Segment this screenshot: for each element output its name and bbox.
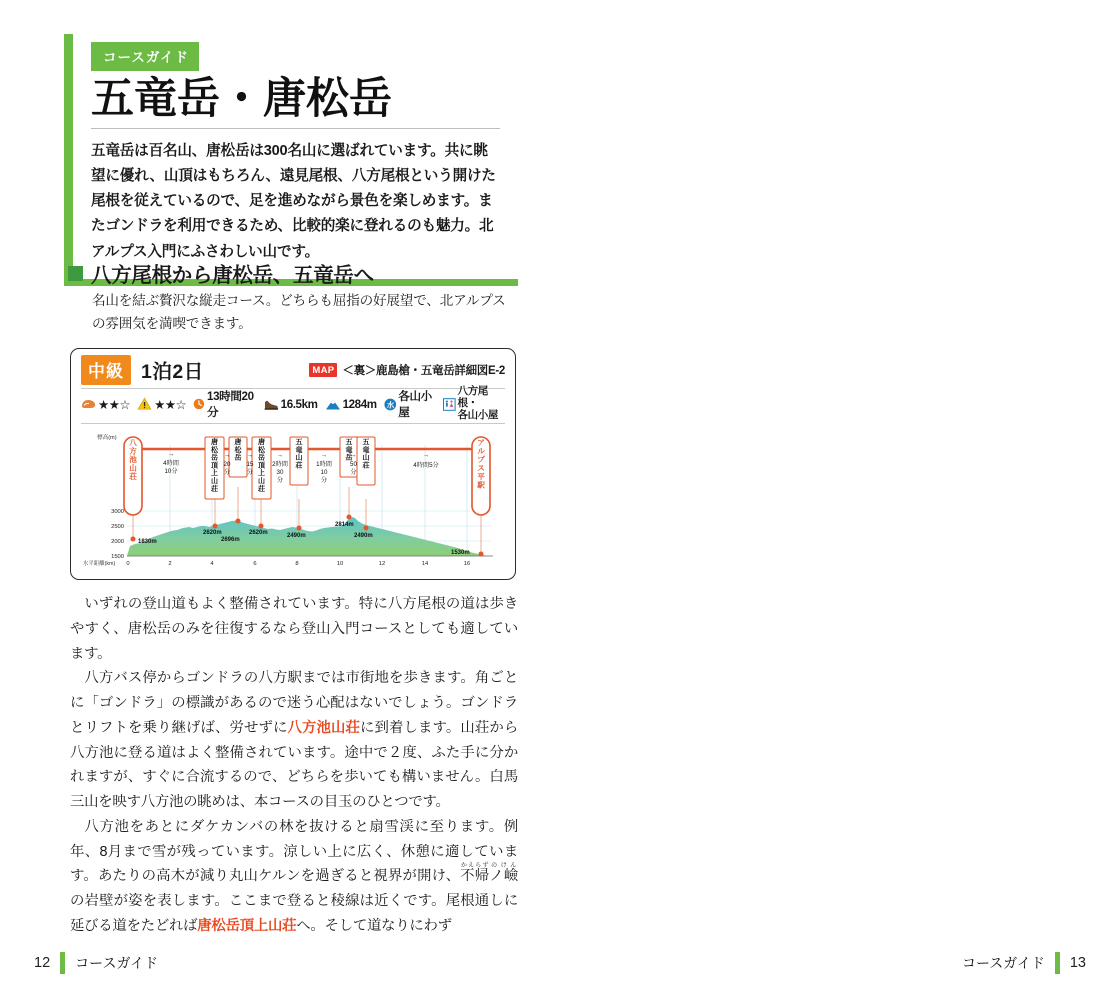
muscle-icon (81, 397, 96, 411)
svg-text:1830m: 1830m (138, 539, 157, 545)
svg-text:水: 水 (386, 399, 394, 409)
ruby-noken: ノ嶮のけん (489, 863, 518, 885)
svg-text:15: 15 (246, 461, 254, 468)
duration-label: 1泊2日 (141, 361, 204, 383)
clock-icon (193, 397, 205, 411)
map-reference-text: ＜裏＞鹿島槍・五竜岳詳細図E-2 (342, 365, 505, 377)
svg-text:→: → (422, 452, 430, 459)
stat-toilet-line2: 各山小屋 (457, 408, 498, 421)
svg-text:2時間: 2時間 (272, 461, 288, 468)
stat-toilet (443, 386, 500, 421)
water-icon (384, 397, 397, 412)
svg-text:分: 分 (320, 477, 328, 484)
para1-text: いずれの登山道もよく整備されています。特に八方尾根の道は歩きやすく、唐松岳のみを往復するなら登山入門コースとしても適しています。 (70, 596, 518, 662)
svg-text:唐松岳頂上山荘: 唐松岳頂上山荘 (258, 439, 265, 493)
chart-xtick-labels (126, 561, 470, 567)
svg-text:16: 16 (463, 561, 471, 567)
svg-text:→: → (350, 452, 357, 459)
svg-text:分: 分 (350, 469, 357, 476)
section-heading (68, 258, 374, 288)
svg-text:2000: 2000 (111, 539, 124, 545)
svg-text:→: → (167, 451, 175, 458)
svg-text:五竜岳: 五竜岳 (345, 439, 353, 462)
svg-text:10: 10 (320, 469, 328, 476)
svg-text:14: 14 (421, 561, 429, 567)
ruby-noken-reading: のけん (489, 863, 518, 870)
right-page-number: 13 (1069, 955, 1086, 971)
svg-text:→: → (320, 452, 328, 459)
course-box-divider-bottom (81, 423, 505, 424)
chart-ytick-labels (111, 509, 124, 560)
stat-fitness-value: ★★☆ (98, 397, 131, 412)
stat-water (384, 388, 436, 420)
lead-paragraph: 五竜岳は百名山、唐松岳は300名山に選ばれています。共に眺望に優れ、山頂はもちろん、遠見尾根、八方尾根という開けた尾根を従えているので、足を進めながら景色を楽しめます。またゴンドラを利用できるため、比較的楽に登れるのも魅力。北アルプス入門にふさわしい山です。 (91, 143, 496, 260)
toilet-icon (443, 397, 456, 412)
svg-text:20: 20 (223, 461, 231, 468)
svg-text:1時間: 1時間 (316, 461, 332, 468)
left-page-number: 12 (34, 955, 51, 971)
paragraph-3 (70, 815, 518, 939)
mountain-icon (325, 398, 341, 411)
stat-danger-value: ★★☆ (154, 397, 187, 412)
page-title: 五竜岳・唐松岳 (91, 75, 392, 123)
stat-toilet-line1: 八方尾根・ (457, 385, 488, 410)
course-data-box (70, 348, 516, 580)
right-footer-label: コースガイド (961, 955, 1045, 971)
para2-text-a: 八方バス停からゴンドラの八方駅までは市街地を歩きます。角ごとに「ゴンドラ」の標識があるので迷う心配はないでしょう。ゴンドラとリフトを乗り継げば、労せずに (70, 670, 518, 736)
map-reference (309, 362, 505, 378)
stat-time (193, 388, 255, 420)
svg-text:五竜山荘: 五竜山荘 (295, 439, 303, 470)
elevation-chart-svg (81, 427, 507, 579)
svg-text:2490m: 2490m (287, 533, 306, 539)
svg-text:4時間5分: 4時間5分 (413, 462, 439, 469)
stat-danger (137, 397, 186, 412)
svg-text:1530m: 1530m (451, 550, 470, 556)
section-bullet-icon (68, 266, 83, 281)
waypoint-start-label: 八方池山荘 (129, 438, 137, 481)
warning-icon (137, 397, 152, 411)
svg-text:→: → (223, 452, 231, 459)
stat-distance (263, 398, 318, 411)
stat-water-value: 各山小屋 (398, 390, 432, 419)
svg-text:2500: 2500 (111, 524, 124, 530)
para3-highlight: 唐松岳頂上山荘 (197, 917, 297, 934)
paragraph-2 (70, 666, 518, 815)
svg-text:50: 50 (350, 461, 357, 468)
svg-text:分: 分 (246, 469, 254, 476)
stat-toilet-value (458, 386, 500, 421)
ruby-kaerazu-reading: かえらず (460, 863, 489, 870)
title-block (64, 34, 518, 286)
course-summary-row (81, 356, 505, 384)
svg-text:3000: 3000 (111, 509, 124, 515)
svg-text:五竜山荘: 五竜山荘 (362, 439, 370, 470)
paragraph-1 (70, 592, 518, 666)
stat-elevation (325, 398, 377, 411)
svg-text:30: 30 (276, 469, 284, 476)
svg-text:10分: 10分 (164, 468, 178, 475)
svg-text:2814m: 2814m (335, 522, 354, 528)
para3-text-b: へ。そして道なりにわず (296, 917, 452, 934)
svg-text:8: 8 (295, 561, 299, 567)
svg-text:0: 0 (126, 561, 130, 567)
left-footer (34, 952, 158, 974)
svg-text:→: → (276, 452, 284, 459)
course-stats-row (81, 385, 505, 421)
para3-text-a: 八方池をあとにダケカンバの林を抜けると扇雪渓に至ります。例年、8月まで雪が残っています。涼しい上に広く、休憩に適しています。あたりの高木が減り丸山ケルンを過ぎると視界が開け、不帰かえらずノ嶮のけんの岩壁が姿を表します。ここまで登ると稜線は近くです。尾根通しに延びる道をたどれば (70, 818, 518, 934)
svg-text:12: 12 (378, 561, 386, 567)
section-subtitle: 名山を結ぶ贅沢な縦走コース。どちらも屈指の好展望で、北アルプスの雰囲気を満喫できます。 (92, 293, 506, 331)
svg-text:10: 10 (336, 561, 344, 567)
stat-distance-value: 16.5km (280, 397, 318, 411)
para2-text-b: に到着します。山荘から八方池に登る道はよく整備されています。途中で２度、ふた手に分かれますが、すぐに合流するので、どちらを歩いても構いません。白馬三山を映す八方池の眺めは、本コースの目玉のひとつです。 (70, 719, 518, 811)
title-divider (91, 128, 500, 129)
stat-time-value: 13時間20分 (207, 390, 254, 419)
svg-text:4: 4 (210, 561, 214, 567)
grade-badge: 中級 (81, 355, 131, 385)
footer-bar-left (60, 952, 65, 974)
svg-text:2: 2 (168, 561, 172, 567)
stat-elevation-value: 1284m (342, 397, 377, 411)
svg-text:唐松岳: 唐松岳 (234, 439, 242, 462)
right-page (560, 0, 1120, 1000)
svg-text:4時間: 4時間 (163, 460, 179, 467)
svg-text:分: 分 (223, 469, 231, 476)
svg-text:1500: 1500 (111, 554, 124, 560)
svg-text:分: 分 (276, 477, 284, 484)
section-heading-text: 八方尾根から唐松岳、五竜岳へ (91, 264, 374, 287)
svg-text:6: 6 (253, 561, 257, 567)
waypoint-end-label: アルプス平駅 (477, 438, 485, 490)
elevation-profile-chart (81, 427, 507, 585)
ruby-kaerazu: 不帰かえらず (460, 863, 490, 885)
svg-text:2620m: 2620m (203, 530, 222, 536)
boot-icon (263, 398, 279, 411)
left-footer-label: コースガイド (75, 955, 159, 971)
left-body-text (70, 592, 518, 939)
svg-text:標高(m): 標高(m) (97, 435, 117, 441)
elevation-area-path (127, 517, 491, 556)
svg-text:→: → (246, 452, 254, 459)
para2-highlight: 八方池山荘 (287, 719, 360, 736)
stat-fitness (81, 397, 130, 412)
page-kicker: コースガイド (91, 42, 199, 71)
map-tag: MAP (309, 363, 337, 377)
right-footer (962, 952, 1086, 974)
footer-bar-right (1055, 952, 1060, 974)
chart-xaxis-label: 水平距離(km) (83, 561, 116, 567)
svg-text:2490m: 2490m (354, 533, 373, 539)
svg-text:2620m: 2620m (249, 530, 268, 536)
svg-text:唐松岳頂上山荘: 唐松岳頂上山荘 (211, 439, 218, 493)
svg-text:2696m: 2696m (221, 537, 240, 543)
